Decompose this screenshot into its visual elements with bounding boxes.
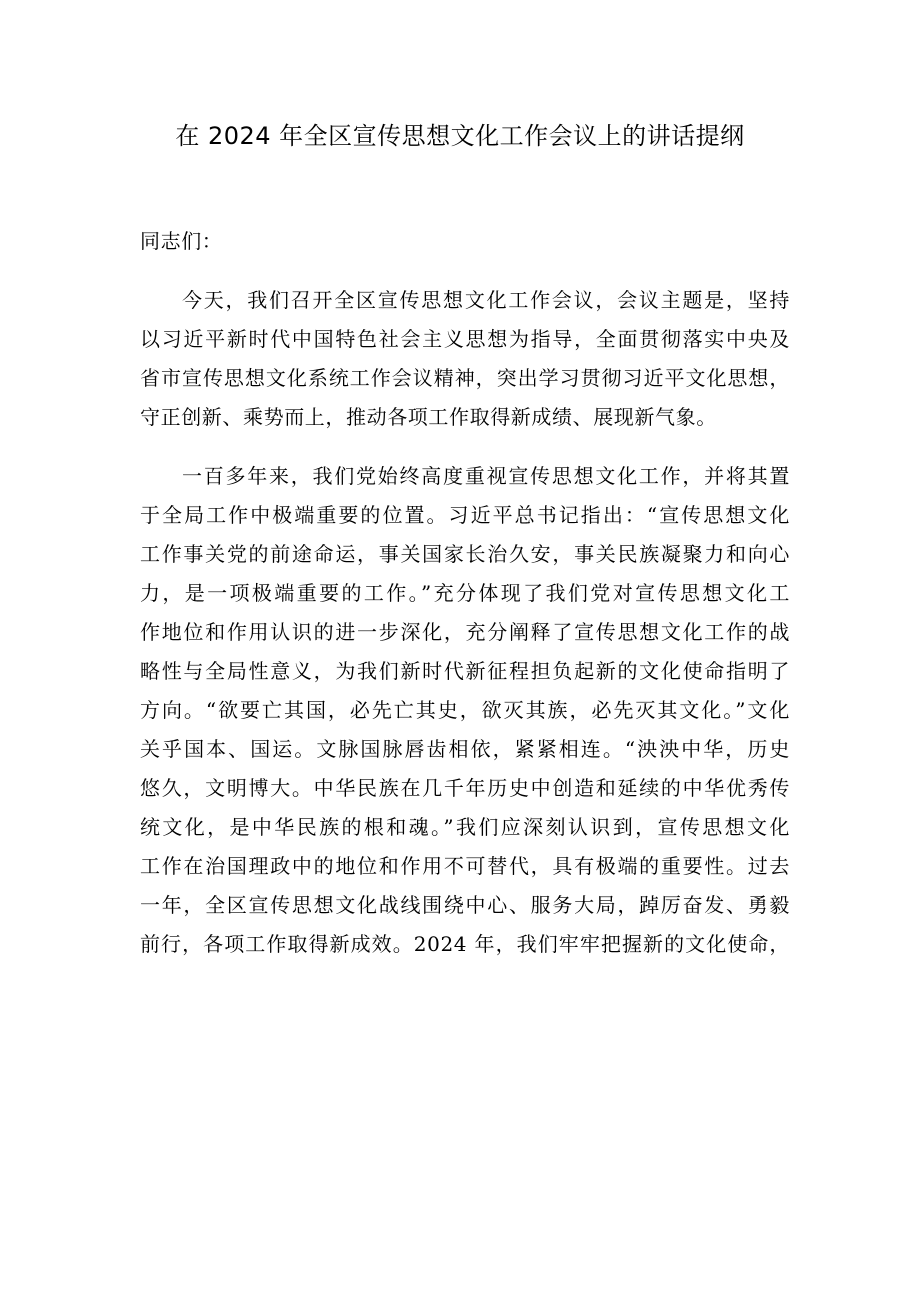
paragraph-line: 作地位和作用认识的进一步深化，充分阐释了宣传思想文化工作的战: [140, 620, 790, 644]
paragraph-line: 一年，全区宣传思想文化战线围绕中心、服务大局，踔厉奋发、勇毅: [140, 893, 790, 917]
paragraph-line: 方向。“欲要亡其国，必先亡其史，欲灭其族，必先灭其文化。”文化: [140, 698, 790, 722]
paragraph-line: 前行，各项工作取得新成效。2024 年，我们牢牢把握新的文化使命，: [140, 932, 790, 956]
paragraph-line: 统文化，是中华民族的根和魂。”我们应深刻认识到，宣传思想文化: [140, 815, 790, 839]
paragraph-line: 关乎国本、国运。文脉国脉唇齿相依，紧紧相连。“泱泱中华，历史: [140, 737, 790, 761]
document-body: [140, 222, 790, 964]
paragraph-line: 悠久，文明博大。中华民族在几千年历史中创造和延续的中华优秀传: [140, 776, 790, 800]
paragraph-line: 于全局工作中极端重要的位置。习近平总书记指出：“宣传思想文化: [140, 503, 790, 527]
paragraph-line: 今天，我们召开全区宣传思想文化工作会议，会议主题是，坚持: [182, 288, 790, 312]
paragraph-line: 省市宣传思想文化系统工作会议精神，突出学习贯彻习近平文化思想，: [140, 366, 790, 390]
paragraph-line: 力，是一项极端重要的工作。”充分体现了我们党对宣传思想文化工: [140, 581, 790, 605]
paragraph-line: 略性与全局性意义，为我们新时代新征程担负起新的文化使命指明了: [140, 659, 790, 683]
paragraph-line: 一百多年来，我们党始终高度重视宣传思想文化工作，并将其置: [182, 464, 790, 488]
paragraph-line: 工作在治国理政中的地位和作用不可替代，具有极端的重要性。过去: [140, 854, 790, 878]
document-title: 在 2024 年全区宣传思想文化工作会议上的讲话提纲: [175, 122, 745, 150]
paragraph-line: 以习近平新时代中国特色社会主义思想为指导，全面贯彻落实中央及: [140, 327, 790, 351]
paragraph-line: 守正创新、乘势而上，推动各项工作取得新成绩、展现新气象。: [140, 405, 717, 429]
paragraph-line: 工作事关党的前途命运，事关国家长治久安，事关民族凝聚力和向心: [140, 542, 790, 566]
salutation: 同志们：: [140, 229, 223, 253]
paragraph-1: [140, 281, 790, 437]
paragraph-2: [140, 457, 790, 964]
